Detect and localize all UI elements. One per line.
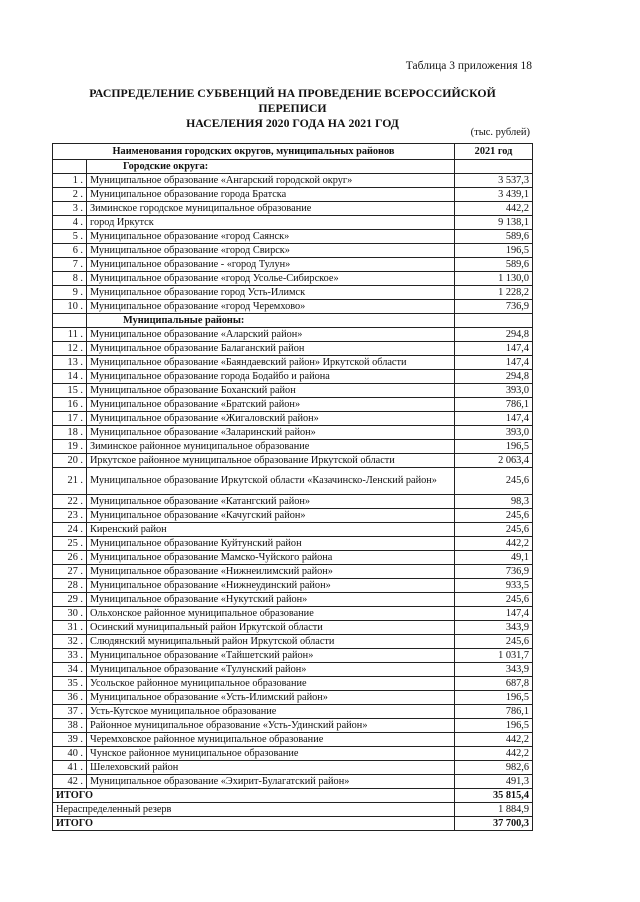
- table-row: [53, 272, 533, 286]
- row-number: 13 .: [53, 356, 87, 370]
- table-body: [53, 160, 533, 831]
- row-value: 933,5: [455, 579, 533, 593]
- row-name: Зиминское районное муниципальное образование: [87, 440, 455, 454]
- table-row: [53, 300, 533, 314]
- row-name: Муниципальное образование «Нукутский район»: [87, 593, 455, 607]
- row-number: 27 .: [53, 565, 87, 579]
- group-value-cell: [455, 160, 533, 174]
- row-number: 18 .: [53, 426, 87, 440]
- row-number: 37 .: [53, 705, 87, 719]
- row-number: 16 .: [53, 398, 87, 412]
- row-value: 442,2: [455, 202, 533, 216]
- table-row: [53, 733, 533, 747]
- row-name: Черемховское районное муниципальное образование: [87, 733, 455, 747]
- table-row: [53, 398, 533, 412]
- row-number: 6 .: [53, 244, 87, 258]
- row-value: 442,2: [455, 537, 533, 551]
- reserve-row: [53, 803, 533, 817]
- row-number: 39 .: [53, 733, 87, 747]
- table-row: [53, 244, 533, 258]
- table-row: [53, 230, 533, 244]
- row-value: 786,1: [455, 398, 533, 412]
- table-row: [53, 468, 533, 495]
- row-number: 7 .: [53, 258, 87, 272]
- header-name: Наименования городских округов, муниципальных районов: [53, 144, 455, 160]
- table-row: [53, 761, 533, 775]
- row-number: 3 .: [53, 202, 87, 216]
- row-name: Муниципальное образование «Эхирит-Булагатский район»: [87, 775, 455, 789]
- row-number: 4 .: [53, 216, 87, 230]
- row-value: 589,6: [455, 230, 533, 244]
- row-number: 15 .: [53, 384, 87, 398]
- row-name: город Иркутск: [87, 216, 455, 230]
- table-row: [53, 775, 533, 789]
- total-row-value: 35 815,4: [455, 789, 533, 803]
- grand-total-row: [53, 817, 533, 831]
- table-row: [53, 495, 533, 509]
- row-value: 245,6: [455, 523, 533, 537]
- table-appendix-label: Таблица 3 приложения 18: [405, 60, 532, 72]
- document-title-line-2: НАСЕЛЕНИЯ 2020 ГОДА НА 2021 ГОД: [186, 116, 399, 130]
- row-value: 343,9: [455, 621, 533, 635]
- table-row: [53, 705, 533, 719]
- row-value: 2 063,4: [455, 454, 533, 468]
- row-number: 9 .: [53, 286, 87, 300]
- document-title-line-1: РАСПРЕДЕЛЕНИЕ СУБВЕНЦИЙ НА ПРОВЕДЕНИЕ ВСЕРОССИЙСКОЙ ПЕРЕПИСИ: [89, 86, 496, 115]
- row-name: Муниципальное образование «Нижнеудинский район»: [87, 579, 455, 593]
- table-row: [53, 649, 533, 663]
- row-name: Киренский район: [87, 523, 455, 537]
- row-value: 442,2: [455, 733, 533, 747]
- row-number: 35 .: [53, 677, 87, 691]
- row-value: 343,9: [455, 663, 533, 677]
- row-value: 147,4: [455, 356, 533, 370]
- row-value: 196,5: [455, 244, 533, 258]
- row-name: Районное муниципальное образование «Усть-Удинский район»: [87, 719, 455, 733]
- row-number: 17 .: [53, 412, 87, 426]
- row-value: 687,8: [455, 677, 533, 691]
- row-name: Муниципальное образование «Катангский район»: [87, 495, 455, 509]
- row-value: 1 228,2: [455, 286, 533, 300]
- table-row: [53, 677, 533, 691]
- row-name: Муниципальное образование «Жигаловский район»: [87, 412, 455, 426]
- total-row-label: ИТОГО: [53, 789, 455, 803]
- table-row: [53, 523, 533, 537]
- row-number: 26 .: [53, 551, 87, 565]
- reserve-row-value: 1 884,9: [455, 803, 533, 817]
- row-number: 25 .: [53, 537, 87, 551]
- row-name: Муниципальное образование «город Усолье-Сибирское»: [87, 272, 455, 286]
- table-row: [53, 342, 533, 356]
- table-row: [53, 551, 533, 565]
- row-name: Слюдянский муниципальный район Иркутской области: [87, 635, 455, 649]
- row-number: 21 .: [53, 468, 87, 495]
- group-header-row: [53, 160, 533, 174]
- row-name: Шелеховский район: [87, 761, 455, 775]
- table-row: [53, 537, 533, 551]
- row-value: 245,6: [455, 593, 533, 607]
- table-row: [53, 384, 533, 398]
- unit-label: (тыс. рублей): [470, 127, 530, 138]
- table-row: [53, 356, 533, 370]
- row-name: Зиминское городское муниципальное образование: [87, 202, 455, 216]
- row-number: 32 .: [53, 635, 87, 649]
- group-num-cell: [53, 160, 87, 174]
- row-number: 36 .: [53, 691, 87, 705]
- table-row: [53, 202, 533, 216]
- row-number: 8 .: [53, 272, 87, 286]
- table-row: [53, 412, 533, 426]
- header-value: 2021 год: [455, 144, 533, 160]
- row-value: 1 130,0: [455, 272, 533, 286]
- row-number: 11 .: [53, 328, 87, 342]
- row-number: 41 .: [53, 761, 87, 775]
- table-row: [53, 719, 533, 733]
- row-number: 23 .: [53, 509, 87, 523]
- grand-total-row-value: 37 700,3: [455, 817, 533, 831]
- group-title: Муниципальные районы:: [87, 314, 455, 328]
- table-row: [53, 370, 533, 384]
- row-name: Муниципальное образование «Нижнеилимский район»: [87, 565, 455, 579]
- row-value: 393,0: [455, 426, 533, 440]
- row-name: Муниципальное образование «Заларинский район»: [87, 426, 455, 440]
- row-value: 9 138,1: [455, 216, 533, 230]
- table-row: [53, 663, 533, 677]
- row-number: 34 .: [53, 663, 87, 677]
- row-number: 40 .: [53, 747, 87, 761]
- table-row: [53, 286, 533, 300]
- row-name: Осинский муниципальный район Иркутской области: [87, 621, 455, 635]
- row-value: 196,5: [455, 719, 533, 733]
- row-number: 31 .: [53, 621, 87, 635]
- row-value: 736,9: [455, 565, 533, 579]
- row-number: 30 .: [53, 607, 87, 621]
- row-number: 14 .: [53, 370, 87, 384]
- row-number: 5 .: [53, 230, 87, 244]
- row-value: 245,6: [455, 468, 533, 495]
- table-row: [53, 607, 533, 621]
- row-value: 294,8: [455, 370, 533, 384]
- row-value: 196,5: [455, 440, 533, 454]
- row-number: 42 .: [53, 775, 87, 789]
- row-value: 147,4: [455, 342, 533, 356]
- row-number: 22 .: [53, 495, 87, 509]
- reserve-row-label: Нераспределенный резерв: [53, 803, 455, 817]
- row-number: 20 .: [53, 454, 87, 468]
- row-name: Муниципальное образование «город Черемхово»: [87, 300, 455, 314]
- table-row: [53, 579, 533, 593]
- row-name: Муниципальное образование города Братска: [87, 188, 455, 202]
- row-value: 294,8: [455, 328, 533, 342]
- row-value: 736,9: [455, 300, 533, 314]
- row-name: Иркутское районное муниципальное образование Иркутской области: [87, 454, 455, 468]
- document-title: [55, 86, 530, 131]
- row-value: 393,0: [455, 384, 533, 398]
- group-header-row: [53, 314, 533, 328]
- row-number: 38 .: [53, 719, 87, 733]
- row-value: 3 439,1: [455, 188, 533, 202]
- table-row: [53, 635, 533, 649]
- table-row: [53, 216, 533, 230]
- row-name: Ольхонское районное муниципальное образование: [87, 607, 455, 621]
- row-name: Муниципальное образование «Тулунский район»: [87, 663, 455, 677]
- row-name: Муниципальное образование «Усть-Илимский район»: [87, 691, 455, 705]
- row-number: 12 .: [53, 342, 87, 356]
- row-value: 98,3: [455, 495, 533, 509]
- row-number: 19 .: [53, 440, 87, 454]
- table-row: [53, 621, 533, 635]
- table-row: [53, 188, 533, 202]
- row-name: Усольское районное муниципальное образование: [87, 677, 455, 691]
- row-value: 786,1: [455, 705, 533, 719]
- row-name: Муниципальное образование «Тайшетский район»: [87, 649, 455, 663]
- row-number: 1 .: [53, 174, 87, 188]
- table-header-row: [53, 144, 533, 160]
- row-number: 28 .: [53, 579, 87, 593]
- row-value: 442,2: [455, 747, 533, 761]
- group-value-cell: [455, 314, 533, 328]
- row-name: Муниципальное образование - «город Тулун»: [87, 258, 455, 272]
- subsidy-table: [52, 143, 533, 831]
- table-row: [53, 258, 533, 272]
- row-value: 147,4: [455, 412, 533, 426]
- table-row: [53, 454, 533, 468]
- row-name: Муниципальное образование Балаганский район: [87, 342, 455, 356]
- row-name: Чунское районное муниципальное образование: [87, 747, 455, 761]
- row-name: Муниципальное образование Мамско-Чуйского района: [87, 551, 455, 565]
- row-name: Муниципальное образование Куйтунский район: [87, 537, 455, 551]
- row-value: 982,6: [455, 761, 533, 775]
- row-name: Муниципальное образование города Бодайбо и района: [87, 370, 455, 384]
- row-number: 24 .: [53, 523, 87, 537]
- row-name: Муниципальное образование «Ангарский городской округ»: [87, 174, 455, 188]
- row-value: 245,6: [455, 635, 533, 649]
- row-number: 2 .: [53, 188, 87, 202]
- row-name: Муниципальное образование «Баяндаевский район» Иркутской области: [87, 356, 455, 370]
- row-name: Муниципальное образование город Усть-Илимск: [87, 286, 455, 300]
- row-value: 245,6: [455, 509, 533, 523]
- row-value: 3 537,3: [455, 174, 533, 188]
- row-value: 1 031,7: [455, 649, 533, 663]
- row-name: Муниципальное образование «город Саянск»: [87, 230, 455, 244]
- row-number: 10 .: [53, 300, 87, 314]
- table-row: [53, 593, 533, 607]
- table-row: [53, 565, 533, 579]
- row-value: 491,3: [455, 775, 533, 789]
- row-name: Муниципальное образование Иркутской области «Казачинско-Ленский район»: [87, 468, 455, 495]
- table-row: [53, 440, 533, 454]
- row-number: 29 .: [53, 593, 87, 607]
- row-value: 49,1: [455, 551, 533, 565]
- table-row: [53, 328, 533, 342]
- table-row: [53, 691, 533, 705]
- group-title: Городские округа:: [87, 160, 455, 174]
- row-name: Муниципальное образование «Аларский район»: [87, 328, 455, 342]
- row-name: Муниципальное образование «город Свирск»: [87, 244, 455, 258]
- row-value: 147,4: [455, 607, 533, 621]
- total-row: [53, 789, 533, 803]
- row-name: Усть-Кутское муниципальное образование: [87, 705, 455, 719]
- table-row: [53, 747, 533, 761]
- table-row: [53, 426, 533, 440]
- row-number: 33 .: [53, 649, 87, 663]
- row-value: 196,5: [455, 691, 533, 705]
- table-row: [53, 174, 533, 188]
- row-name: Муниципальное образование Боханский район: [87, 384, 455, 398]
- grand-total-row-label: ИТОГО: [53, 817, 455, 831]
- table-row: [53, 509, 533, 523]
- row-value: 589,6: [455, 258, 533, 272]
- row-name: Муниципальное образование «Братский район»: [87, 398, 455, 412]
- row-name: Муниципальное образование «Качугский район»: [87, 509, 455, 523]
- group-num-cell: [53, 314, 87, 328]
